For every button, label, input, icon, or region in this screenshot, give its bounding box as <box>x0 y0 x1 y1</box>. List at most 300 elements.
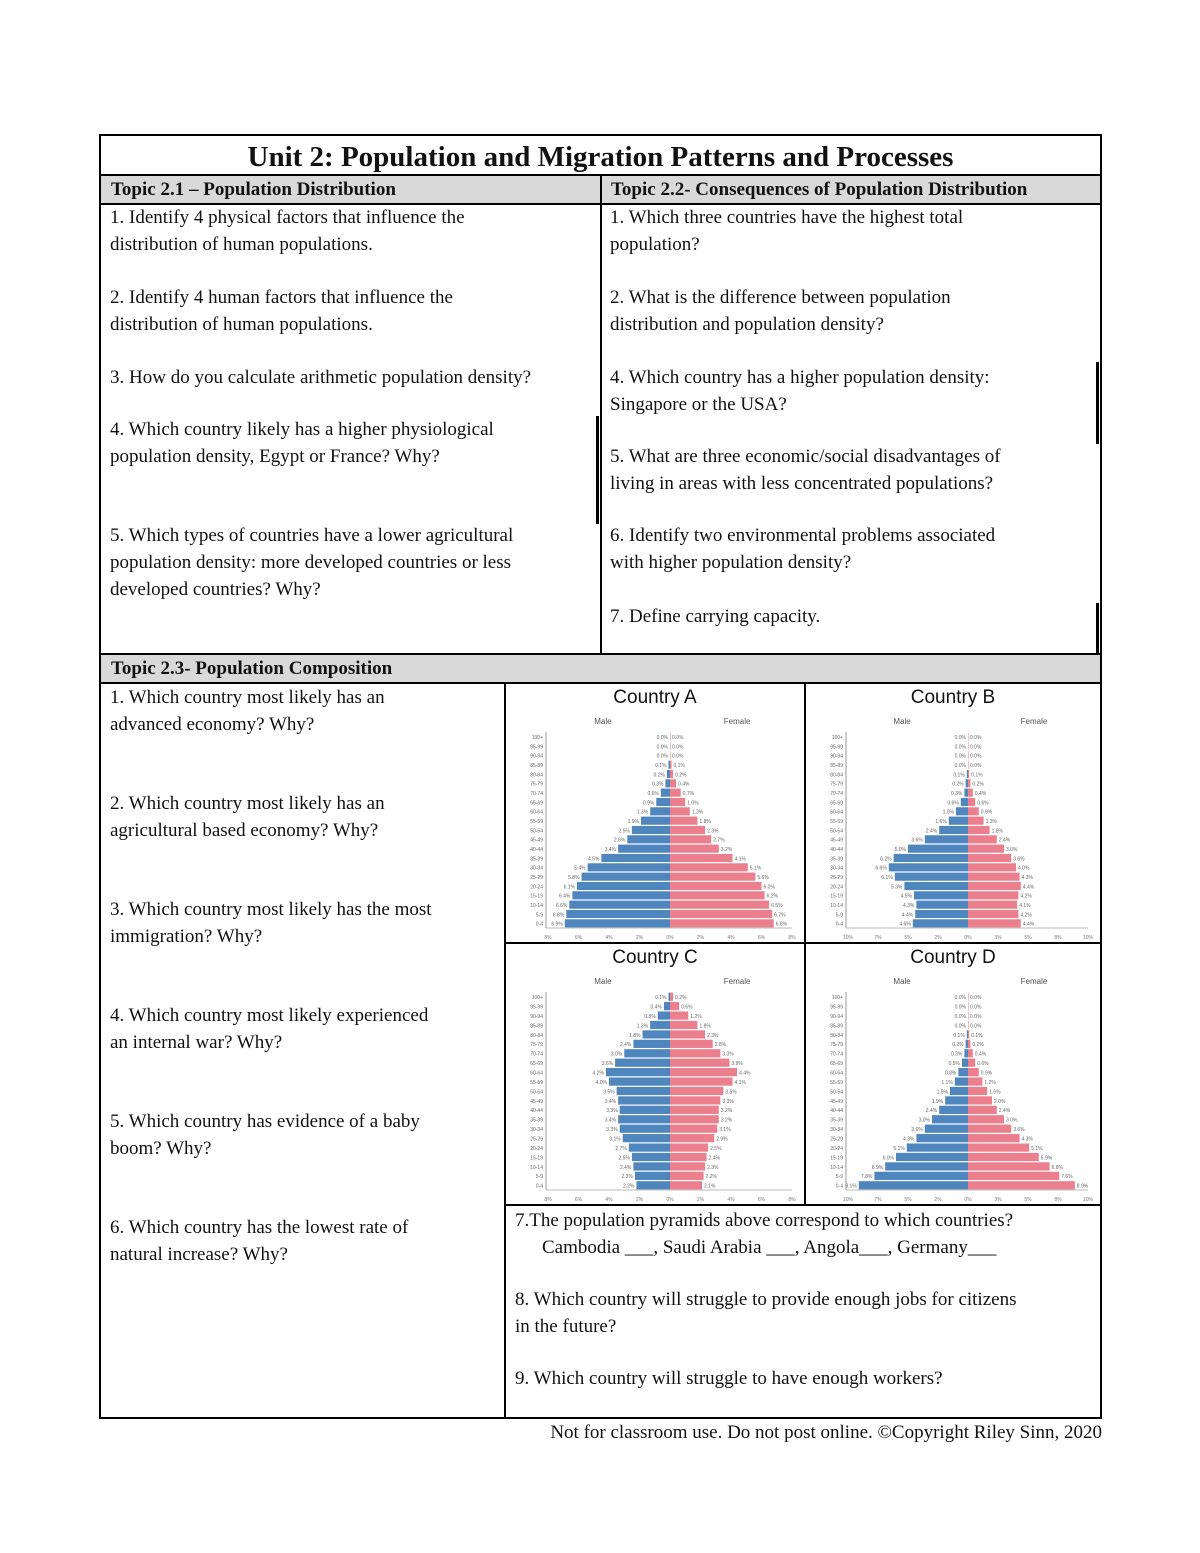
male-bar <box>632 1153 670 1161</box>
female-value-label: 0.0% <box>970 1004 982 1011</box>
male-legend-label: Male <box>893 717 911 726</box>
female-bar <box>968 1162 1050 1170</box>
male-value-label: 6.1% <box>881 875 893 881</box>
age-label: 75-79 <box>530 781 543 788</box>
male-bar <box>885 1162 968 1170</box>
age-label: 30-34 <box>530 865 543 872</box>
female-bar <box>670 761 672 769</box>
x-tick-label: 10% <box>1082 1197 1094 1203</box>
female-bar <box>968 1002 969 1010</box>
female-value-label: 5.6% <box>757 875 769 881</box>
female-value-label: 0.1% <box>971 772 983 779</box>
female-value-label: 0.0% <box>970 763 982 769</box>
female-value-label: 2.3% <box>707 1164 719 1171</box>
male-value-label: 0.2% <box>952 781 964 788</box>
age-label: 35-39 <box>830 856 843 863</box>
female-bar <box>968 1115 1004 1123</box>
male-value-label: 6.0% <box>882 1155 894 1162</box>
male-bar <box>629 1143 670 1151</box>
t23-question-3: 3. Which country most likely has the most immigration? Why? <box>110 899 432 947</box>
t23-question-5: 5. Which country has evidence of a baby boom? Why? <box>110 1111 420 1159</box>
female-value-label: 1.8% <box>699 1023 711 1030</box>
age-label: 95-99 <box>530 744 543 751</box>
age-label: 10-14 <box>830 903 843 909</box>
male-bar <box>641 817 670 825</box>
female-bar <box>968 770 969 778</box>
male-value-label: 6.4% <box>558 893 571 900</box>
female-bar <box>670 1181 702 1189</box>
x-tick-label: 2% <box>635 935 644 941</box>
age-label: 95-99 <box>530 1004 543 1011</box>
t22-question-2: 2. What is the difference between population distribution and population density? <box>610 287 951 335</box>
age-label: 0-4 <box>835 921 843 928</box>
t22-question-5: 5. What are three economic/social disadvantages of living in areas with less concentrated populations? <box>610 446 1001 494</box>
female-value-label: 0.1% <box>971 1032 983 1039</box>
male-value-label: 1.9% <box>931 1098 944 1105</box>
male-value-label: 2.2% <box>623 1183 635 1190</box>
male-bar <box>895 873 968 881</box>
x-tick-label: 3% <box>994 935 1002 941</box>
female-bar <box>670 798 685 806</box>
female-value-label: 0.1% <box>673 763 685 769</box>
female-bar <box>968 882 1021 890</box>
age-label: 35-39 <box>530 856 543 863</box>
female-value-label: 0.0% <box>672 753 684 760</box>
female-value-label: 0.0% <box>970 735 982 741</box>
male-value-label: 0.0% <box>656 744 668 751</box>
age-label: 70-74 <box>830 1051 843 1058</box>
scan-mark <box>1096 362 1099 444</box>
female-bar <box>968 779 970 787</box>
male-bar <box>633 1162 670 1170</box>
male-value-label: 0.0% <box>954 995 966 1002</box>
scan-mark <box>596 416 599 524</box>
pyramid-title: Country B <box>910 687 996 708</box>
female-value-label: 8.9% <box>1076 1183 1089 1190</box>
age-label: 15-19 <box>830 893 843 900</box>
female-bar <box>670 891 765 899</box>
female-value-label: 3.6% <box>1013 1127 1025 1134</box>
age-label: 80-84 <box>830 772 843 779</box>
age-label: 90-94 <box>830 753 843 760</box>
age-label: 90-94 <box>530 753 543 760</box>
male-bar <box>650 1021 670 1029</box>
female-bar <box>670 1153 707 1161</box>
female-value-label: 2.5% <box>710 1145 722 1152</box>
female-value-label: 1.2% <box>984 1079 996 1086</box>
age-label: 25-29 <box>530 1136 543 1143</box>
age-label: 25-29 <box>830 875 843 881</box>
age-label: 90-94 <box>530 1013 543 1020</box>
female-value-label: 4.4% <box>1022 884 1035 891</box>
male-value-label: 1.1% <box>941 1079 953 1086</box>
female-value-label: 3.0% <box>1006 1117 1018 1124</box>
female-value-label: 3.6% <box>1013 856 1025 863</box>
age-label: 10-14 <box>530 903 543 909</box>
age-label: 50-54 <box>530 1089 543 1096</box>
male-value-label: 2.4% <box>619 1042 632 1049</box>
female-bar <box>670 1125 717 1133</box>
age-label: 30-34 <box>830 1127 843 1134</box>
male-value-label: 4.2% <box>592 1070 604 1077</box>
age-label: 30-34 <box>530 1127 543 1134</box>
male-value-label: 1.5% <box>936 1089 948 1096</box>
age-label: 60-64 <box>830 1070 843 1077</box>
age-label: 40-44 <box>830 1108 843 1115</box>
female-bar <box>670 807 690 815</box>
female-bar <box>670 1162 705 1170</box>
female-bar <box>968 993 969 1001</box>
female-bar <box>670 817 697 825</box>
female-bar <box>670 770 673 778</box>
male-value-label: 3.4% <box>604 847 617 853</box>
age-label: 5-9 <box>835 1174 843 1181</box>
female-value-label: 2.2% <box>705 1174 717 1181</box>
age-label: 10-14 <box>530 1164 543 1171</box>
male-legend-label: Male <box>594 977 612 986</box>
male-bar <box>966 1040 968 1048</box>
male-bar <box>939 1106 968 1114</box>
male-value-label: 0.0% <box>954 753 966 760</box>
female-bar <box>968 1106 997 1114</box>
female-bar <box>670 1134 714 1142</box>
female-value-label: 3.3% <box>722 1098 734 1105</box>
pyramid-panel-b <box>806 684 1100 942</box>
male-bar <box>962 1059 968 1067</box>
female-bar <box>670 901 769 909</box>
female-value-label: 0.0% <box>672 744 684 751</box>
age-label: 85-89 <box>530 1023 543 1030</box>
male-value-label: 9.1% <box>845 1183 857 1190</box>
male-value-label: 4.5% <box>587 856 600 863</box>
male-value-label: 4.3% <box>902 903 915 909</box>
female-value-label: 0.6% <box>977 1061 989 1068</box>
male-bar <box>894 854 968 862</box>
female-bar <box>670 854 733 862</box>
female-bar <box>968 798 975 806</box>
male-bar <box>955 1077 968 1085</box>
male-value-label: 4.0% <box>595 1079 607 1086</box>
female-value-label: 5.1% <box>1031 1145 1043 1152</box>
female-bar <box>670 863 748 871</box>
female-value-label: 4.3% <box>1021 1136 1034 1143</box>
female-bar <box>670 835 711 843</box>
male-value-label: 0.0% <box>954 1004 966 1011</box>
female-value-label: 2.8% <box>714 1042 727 1049</box>
female-value-label: 2.4% <box>708 1155 721 1162</box>
topic-2-2-header: Topic 2.2- Consequences of Population Distribution <box>601 176 1100 205</box>
female-bar <box>968 1011 969 1019</box>
female-bar <box>670 751 671 759</box>
male-value-label: 4.5% <box>900 893 912 900</box>
age-label: 95-99 <box>830 1004 843 1011</box>
t23-question-8: 8. Which country will struggle to provide enough jobs for citizens in the future? <box>515 1289 1017 1337</box>
t23-question-6: 6. Which country has the lowest rate of natural increase? Why? <box>110 1217 409 1265</box>
male-value-label: 0.6% <box>947 800 959 807</box>
male-value-label: 1.6% <box>935 819 947 825</box>
female-value-label: 2.1% <box>704 1183 716 1190</box>
male-bar <box>601 854 670 862</box>
age-label: 25-29 <box>830 1136 843 1143</box>
male-bar <box>667 770 670 778</box>
male-value-label: 0.5% <box>948 1061 960 1068</box>
male-value-label: 0.1% <box>953 1032 965 1039</box>
male-value-label: 6.6% <box>555 903 568 909</box>
age-label: 15-19 <box>530 893 543 900</box>
female-value-label: 3.5% <box>725 1089 737 1096</box>
t23-question-7: 7.The population pyramids above correspond to which countries? Cambodia ___, Saudi Arabia ___, Angola___, Germany___ <box>515 1207 1013 1261</box>
x-tick-label: 8% <box>1054 935 1062 941</box>
female-value-label: 0.7% <box>682 791 695 797</box>
age-label: 20-24 <box>530 884 543 891</box>
female-value-label: 2.9% <box>716 1136 728 1143</box>
male-bar <box>913 919 968 927</box>
male-bar <box>945 1096 968 1104</box>
age-label: 60-64 <box>530 1070 543 1077</box>
female-value-label: 0.2% <box>972 781 984 788</box>
male-bar <box>656 798 670 806</box>
female-value-label: 6.8% <box>1051 1164 1064 1171</box>
female-legend-label: Female <box>723 977 751 986</box>
age-label: 80-84 <box>830 1032 843 1039</box>
t21-question-5: 5. Which types of countries have a lower agricultural population density: more developed countries or less developed countries? Why? <box>110 525 514 600</box>
male-value-label: 0.6% <box>647 791 659 797</box>
female-value-label: 3.2% <box>720 1117 733 1124</box>
female-value-label: 0.2% <box>675 995 687 1002</box>
male-value-label: 0.2% <box>653 772 665 779</box>
male-value-label: 2.7% <box>615 1145 627 1152</box>
male-value-label: 0.8% <box>644 1013 656 1020</box>
female-value-label: 3.2% <box>720 1108 733 1115</box>
age-label: 45-49 <box>830 837 843 844</box>
female-bar <box>670 1059 729 1067</box>
x-tick-label: 5% <box>904 1197 912 1203</box>
t23-question-4: 4. Which country most likely experienced an internal war? Why? <box>110 1005 429 1053</box>
male-value-label: 7.8% <box>860 1174 873 1181</box>
age-label: 50-54 <box>530 828 543 835</box>
x-tick-label: 2% <box>934 935 942 941</box>
female-value-label: 1.8% <box>991 828 1004 835</box>
male-bar <box>658 1011 670 1019</box>
age-label: 0-4 <box>535 921 543 928</box>
female-bar <box>670 873 755 881</box>
pyramid-title: Country D <box>910 947 996 968</box>
male-value-label: 2.5% <box>618 828 630 835</box>
male-value-label: 1.3% <box>636 1023 649 1030</box>
female-value-label: 4.1% <box>734 856 746 863</box>
female-value-label: 2.0% <box>994 1098 1006 1105</box>
female-bar <box>670 1011 688 1019</box>
population-pyramid-c <box>506 970 804 1204</box>
x-tick-label: 6% <box>757 1197 766 1203</box>
female-bar <box>968 919 1021 927</box>
age-label: 20-24 <box>830 884 843 891</box>
page-title: Unit 2: Population and Migration Patterns and Processes <box>101 136 1100 176</box>
age-label: 15-19 <box>830 1155 843 1162</box>
female-value-label: 0.9% <box>980 809 993 816</box>
age-label: 100+ <box>831 995 843 1002</box>
male-bar <box>950 1087 968 1095</box>
population-pyramid-b <box>806 710 1100 942</box>
age-label: 60-64 <box>830 809 843 816</box>
female-bar <box>670 1040 713 1048</box>
female-bar <box>968 742 969 750</box>
x-tick-label: 2% <box>934 1197 942 1203</box>
female-value-label: 3.9% <box>731 1061 743 1068</box>
female-value-label: 4.1% <box>734 1079 746 1086</box>
age-label: 0-4 <box>835 1183 843 1190</box>
male-value-label: 5.8% <box>568 875 580 881</box>
female-bar <box>968 1030 969 1038</box>
female-bar <box>968 1087 987 1095</box>
male-value-label: 3.5% <box>603 1089 615 1096</box>
male-value-label: 3.6% <box>601 1061 614 1068</box>
t23-question-2: 2. Which country most likely has an agricultural based economy? Why? <box>110 793 385 841</box>
age-label: 95-99 <box>830 744 843 751</box>
t21-question-1: 1. Identify 4 physical factors that influence the distribution of human populations. <box>110 207 465 255</box>
copyright-footer: Not for classroom use. Do not post online. ©Copyright Riley Sinn, 2020 <box>550 1422 1102 1443</box>
female-value-label: 5.1% <box>749 865 762 872</box>
age-label: 55-59 <box>830 819 843 825</box>
male-value-label: 0.0% <box>656 735 668 741</box>
x-tick-label: 5% <box>1024 935 1032 941</box>
female-bar <box>968 1096 992 1104</box>
male-bar <box>958 1068 968 1076</box>
male-bar <box>661 789 670 797</box>
female-value-label: 7.6% <box>1061 1174 1073 1181</box>
age-label: 100+ <box>831 735 843 741</box>
female-value-label: 0.4% <box>678 781 690 788</box>
x-tick-label: 0% <box>666 935 674 941</box>
female-bar <box>968 1125 1011 1133</box>
male-bar <box>925 835 968 843</box>
age-label: 65-69 <box>530 1061 543 1068</box>
male-bar <box>633 1040 670 1048</box>
female-value-label: 6.8% <box>775 921 788 928</box>
x-tick-label: 7% <box>874 935 882 941</box>
age-label: 55-59 <box>830 1079 843 1086</box>
female-value-label: 6.0% <box>763 884 775 891</box>
male-bar <box>643 1030 670 1038</box>
x-tick-label: 4% <box>605 1197 613 1203</box>
male-value-label: 0.4% <box>650 1004 662 1011</box>
age-label: 65-69 <box>530 800 543 807</box>
male-bar <box>566 910 670 918</box>
age-label: 55-59 <box>530 819 543 825</box>
column-divider <box>600 176 602 655</box>
male-value-label: 0.1% <box>655 763 667 769</box>
female-bar <box>968 761 969 769</box>
male-bar <box>582 873 670 881</box>
male-bar <box>636 1181 670 1189</box>
topic-2-1-header: Topic 2.1 – Population Distribution <box>101 176 601 205</box>
female-bar <box>968 733 969 741</box>
female-bar <box>670 993 673 1001</box>
male-value-label: 1.3% <box>636 809 649 816</box>
female-bar <box>968 789 973 797</box>
male-bar <box>618 1115 670 1123</box>
age-label: 40-44 <box>530 847 543 853</box>
x-tick-label: 8% <box>788 1197 796 1203</box>
population-pyramid-a <box>506 710 804 942</box>
age-label: 20-24 <box>830 1145 843 1152</box>
female-value-label: 5.9% <box>1040 1155 1053 1162</box>
male-value-label: 0.1% <box>953 772 965 779</box>
age-label: 40-44 <box>830 847 843 853</box>
age-label: 35-39 <box>830 1117 843 1124</box>
age-label: 90-94 <box>830 1013 843 1020</box>
x-tick-label: 3% <box>994 1197 1002 1203</box>
male-value-label: 6.2% <box>880 856 892 863</box>
female-bar <box>968 1172 1059 1180</box>
male-bar <box>620 1125 670 1133</box>
male-bar <box>668 761 670 769</box>
female-value-label: 0.4% <box>974 1051 987 1058</box>
x-tick-label: 8% <box>544 1197 552 1203</box>
male-value-label: 5.1% <box>893 1145 905 1152</box>
female-value-label: 0.9% <box>980 1070 993 1077</box>
male-value-label: 3.3% <box>606 1108 618 1115</box>
female-bar <box>968 863 1016 871</box>
male-bar <box>939 826 968 834</box>
x-tick-label: 6% <box>574 935 583 941</box>
x-tick-label: 5% <box>1024 1197 1032 1203</box>
male-bar <box>966 779 968 787</box>
male-value-label: 5.3% <box>890 884 903 891</box>
male-value-label: 3.6% <box>911 837 923 844</box>
age-label: 45-49 <box>530 1098 543 1105</box>
male-bar <box>896 1153 968 1161</box>
male-bar <box>623 1134 670 1142</box>
x-tick-label: 10% <box>1082 935 1094 941</box>
age-label: 35-39 <box>530 1117 543 1124</box>
male-bar <box>916 1134 968 1142</box>
male-value-label: 2.3% <box>621 1174 633 1181</box>
female-bar <box>670 1002 679 1010</box>
female-bar <box>968 845 1004 853</box>
male-bar <box>916 901 968 909</box>
age-label: 85-89 <box>530 763 543 769</box>
male-value-label: 1.0% <box>942 809 954 816</box>
x-tick-label: 6% <box>574 1197 583 1203</box>
male-bar <box>632 826 670 834</box>
male-value-label: 4.4% <box>901 912 914 919</box>
t22-question-1: 1. Which three countries have the highest total population? <box>610 207 964 255</box>
female-bar <box>670 1172 704 1180</box>
male-legend-label: Male <box>893 977 911 986</box>
female-bar <box>968 901 1017 909</box>
female-bar <box>670 1049 720 1057</box>
male-value-label: 0.1% <box>655 995 667 1002</box>
male-bar <box>956 807 968 815</box>
female-bar <box>968 826 990 834</box>
male-value-label: 2.4% <box>925 1108 938 1115</box>
female-value-label: 1.6% <box>989 1089 1001 1096</box>
male-bar <box>565 919 670 927</box>
t21-question-3: 3. How do you calculate arithmetic population density? <box>110 367 532 388</box>
t21-question-4: 4. Which country likely has a higher physiological population density, Egypt or France? Why? <box>110 419 494 467</box>
female-bar <box>670 1077 733 1085</box>
male-bar <box>577 882 670 890</box>
female-value-label: 0.2% <box>675 772 687 779</box>
female-value-label: 6.2% <box>766 893 778 900</box>
male-value-label: 3.4% <box>604 1098 617 1105</box>
x-tick-label: 8% <box>544 935 552 941</box>
male-bar <box>572 891 670 899</box>
female-value-label: 4.0% <box>1018 865 1030 872</box>
age-label: 30-34 <box>830 865 843 872</box>
male-bar <box>609 1077 670 1085</box>
